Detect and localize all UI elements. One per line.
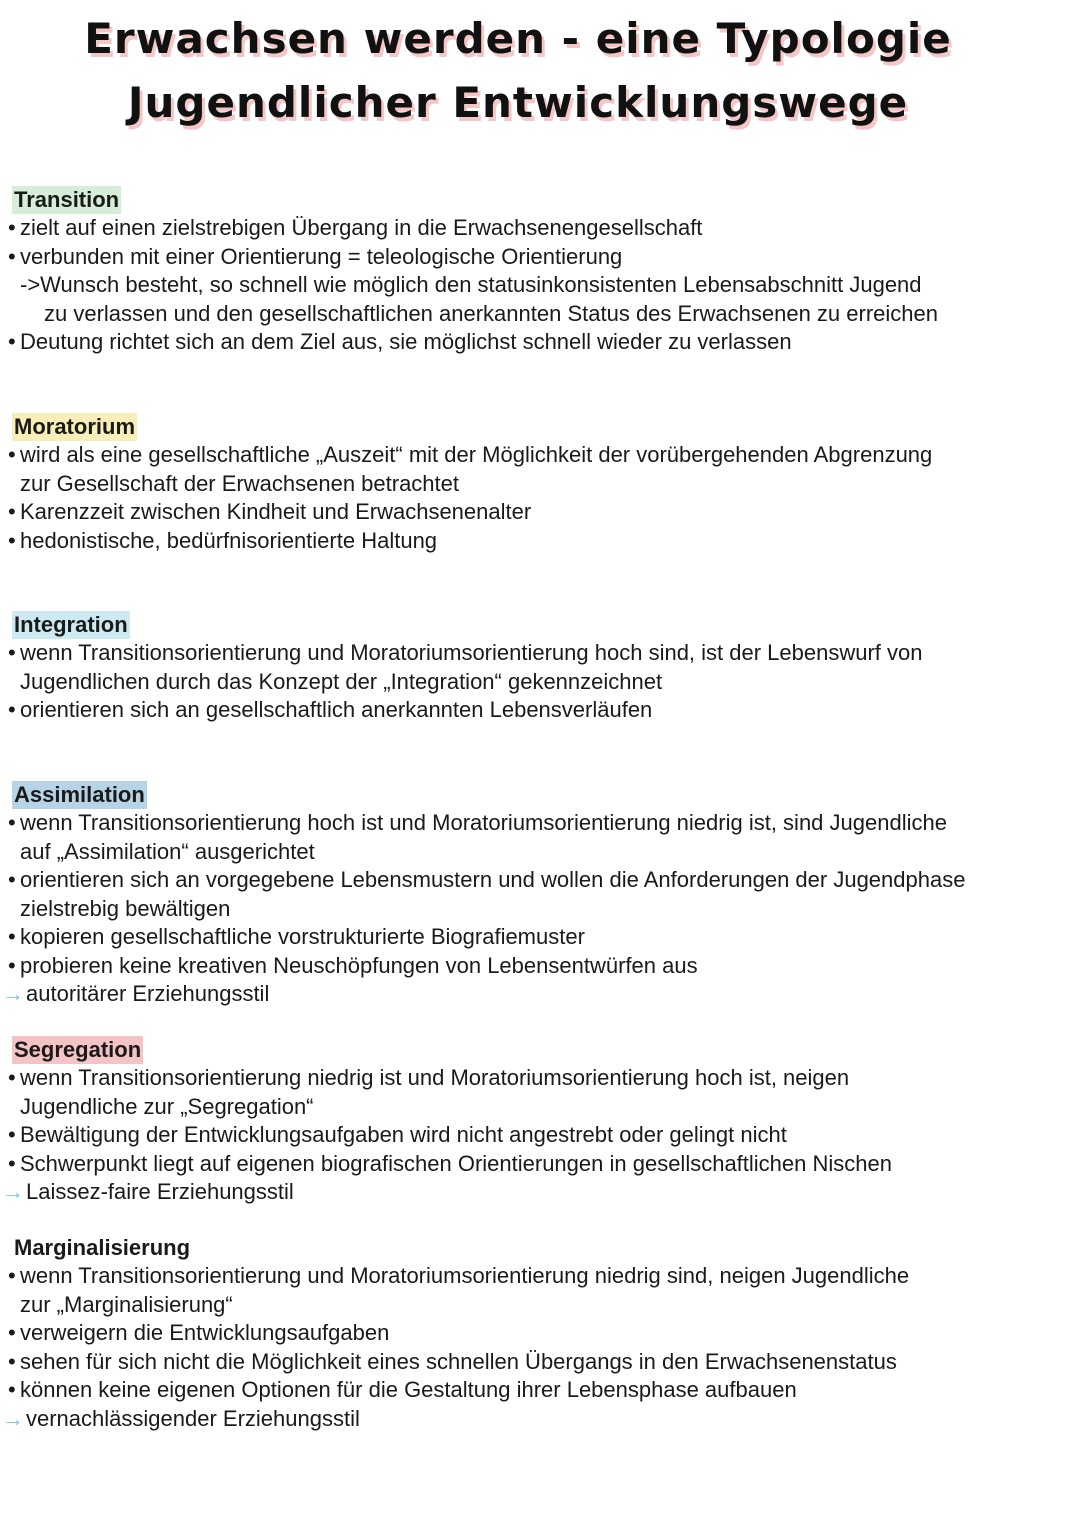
item-text-line: ->Wunsch besteht, so schnell wie möglich den statusinkonsistenten Lebensabschnitt Jugend (20, 272, 922, 297)
item-text-line: probieren keine kreativen Neuschöpfungen von Lebensentwürfen aus (20, 952, 698, 978)
item-text-line: wenn Transitionsorientierung niedrig ist und Moratoriumsorientierung hoch ist, neigen (20, 1065, 850, 1090)
item-text-line: zur Gesellschaft der Erwachsenen betrachtet (20, 470, 460, 496)
item-text-line: Bewältigung der Entwicklungsaufgaben wird nicht angestrebt oder gelingt nicht (20, 1122, 787, 1147)
section-integration (8, 611, 1072, 725)
item-text-line: auf „Assimilation“ ausgerichtet (20, 838, 315, 864)
list-item (12, 271, 1072, 328)
section-heading: Segregation (14, 1037, 142, 1062)
item-text-line: vernachlässigender Erziehungsstil (26, 1405, 360, 1431)
list-item (8, 214, 1072, 243)
list-item (8, 809, 1072, 866)
item-text-line: Karenzzeit zwischen Kindheit und Erwachsenenalter (20, 499, 532, 524)
bullet-icon: • (8, 527, 16, 553)
list-item (8, 1348, 1072, 1377)
bullet-list (2, 809, 1072, 1009)
bullet-icon: • (8, 215, 16, 240)
section-heading: Marginalisierung (14, 1235, 191, 1260)
item-text-line: Laissez-faire Erziehungsstil (26, 1179, 294, 1204)
list-item (8, 639, 1072, 696)
list-item (8, 498, 1072, 527)
list-item (8, 1121, 1072, 1150)
list-item (8, 866, 1072, 923)
bullet-icon: • (8, 1065, 16, 1090)
list-item (8, 1319, 1072, 1348)
list-item (8, 923, 1072, 952)
arrow-right-icon: → (2, 1405, 24, 1431)
list-item (8, 1064, 1072, 1121)
bullet-icon: • (8, 924, 16, 949)
bullet-list (2, 1262, 1072, 1433)
bullet-icon: • (8, 499, 16, 524)
bullet-icon: • (8, 640, 16, 665)
list-item (8, 696, 1072, 725)
item-text-line: können keine eigenen Optionen für die Gestaltung ihrer Lebensphase aufbauen (20, 1377, 797, 1402)
page-title-line-1: Erwachsen werden - eine Typologie (84, 14, 952, 63)
item-text-line: wenn Transitionsorientierung und Moratoriumsorientierung niedrig sind, neigen Jugendliche (20, 1263, 910, 1288)
item-text-line: wenn Transitionsorientierung hoch ist und Moratoriumsorientierung niedrig ist, sind Jugendliche (20, 810, 947, 835)
arrow-right-icon: → (2, 1179, 24, 1204)
bullet-icon: • (8, 1122, 16, 1147)
bullet-icon: • (8, 810, 16, 835)
bullet-list (2, 1064, 1072, 1207)
section-heading: Assimilation (14, 782, 145, 807)
section-assimilation (2, 781, 1072, 1009)
item-text-line: zielstrebig bewältigen (20, 895, 231, 921)
item-text-line: zur „Marginalisierung“ (20, 1291, 233, 1317)
section-marginalisierung (2, 1234, 1072, 1433)
item-text-line: verbunden mit einer Orientierung = teleologische Orientierung (20, 243, 623, 269)
bullet-icon: • (8, 329, 16, 354)
item-text-line: orientieren sich an gesellschaftlich anerkannten Lebensverläufen (20, 697, 653, 722)
item-text-line: Jugendlichen durch das Konzept der „Integration“ gekennzeichnet (20, 668, 663, 694)
item-text-line: zielt auf einen zielstrebigen Übergang in die Erwachsenengesellschaft (20, 215, 703, 240)
item-text-line: Jugendliche zur „Segregation“ (20, 1093, 314, 1119)
page-title-line-2: Jugendlicher Entwicklungswege (127, 78, 909, 127)
section-segregation (2, 1036, 1072, 1207)
bullet-icon: • (8, 243, 16, 269)
bullet-list (8, 639, 1072, 725)
item-text-line: autoritärer Erziehungsstil (26, 981, 270, 1006)
section-heading: Moratorium (14, 414, 135, 439)
item-text-line: wird als eine gesellschaftliche „Auszeit“ mit der Möglichkeit der vorübergehenden Abgrenzung (20, 442, 933, 467)
item-text-line: zu verlassen und den gesellschaftlichen anerkannten Status des Erwachsenen zu erreichen (44, 300, 938, 326)
list-item (8, 1150, 1072, 1179)
bullet-icon: • (8, 1348, 16, 1374)
bullet-list (8, 441, 1072, 555)
list-item (8, 527, 1072, 556)
conclusion-item (2, 980, 1072, 1009)
item-text-line: sehen für sich nicht die Möglichkeit eines schnellen Übergangs in den Erwachsenenstatus (20, 1348, 897, 1374)
item-text-line: verweigern die Entwicklungsaufgaben (20, 1320, 390, 1345)
bullet-list (8, 214, 1072, 357)
item-text-line: wenn Transitionsorientierung und Moratoriumsorientierung hoch sind, ist der Lebenswurf von (20, 640, 923, 665)
item-text-line: hedonistische, bedürfnisorientierte Haltung (20, 527, 438, 553)
list-item (8, 441, 1072, 498)
item-text-line: orientieren sich an vorgegebene Lebensmustern und wollen die Anforderungen der Jugendphase (20, 867, 966, 892)
section-heading: Transition (14, 187, 120, 212)
bullet-icon: • (8, 697, 16, 722)
list-item (8, 1376, 1072, 1405)
item-text-line: Schwerpunkt liegt auf eigenen biografischen Orientierungen in gesellschaftlichen Nischen (20, 1150, 892, 1176)
list-item (8, 243, 1072, 272)
bullet-icon: • (8, 867, 16, 892)
list-item (8, 328, 1072, 357)
item-text-line: kopieren gesellschaftliche vorstrukturierte Biografiemuster (20, 924, 585, 949)
bullet-icon: • (8, 952, 16, 978)
section-moratorium (8, 413, 1072, 555)
section-transition (8, 186, 1072, 357)
bullet-icon: • (8, 1263, 16, 1288)
conclusion-item (2, 1178, 1072, 1207)
section-heading: Integration (14, 612, 128, 637)
bullet-icon: • (8, 1377, 16, 1402)
conclusion-item (2, 1405, 1072, 1434)
list-item (8, 1262, 1072, 1319)
item-text-line: Deutung richtet sich an dem Ziel aus, sie möglichst schnell wieder zu verlassen (20, 329, 792, 354)
bullet-icon: • (8, 1150, 16, 1176)
bullet-icon: • (8, 442, 16, 467)
arrow-right-icon: → (2, 981, 24, 1006)
list-item (8, 952, 1072, 981)
bullet-icon: • (8, 1320, 16, 1345)
